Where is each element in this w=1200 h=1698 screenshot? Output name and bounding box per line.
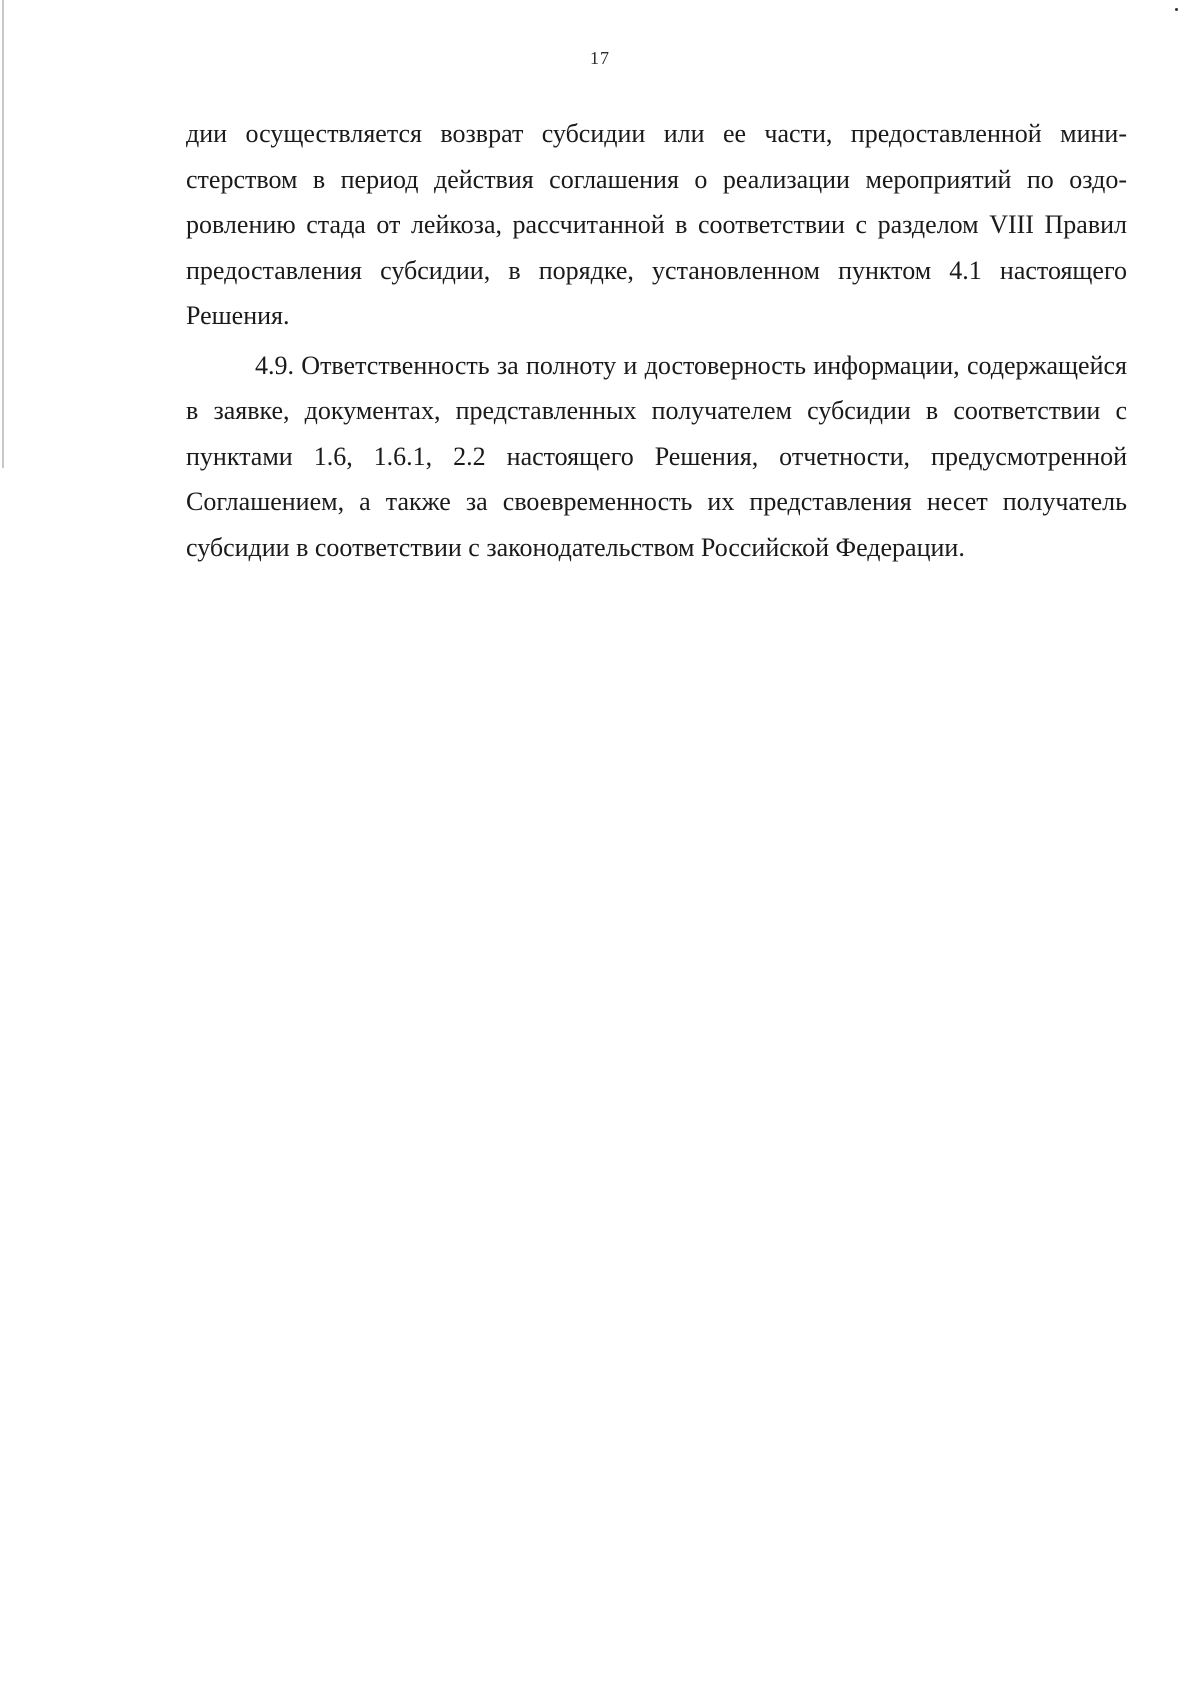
scan-edge-line [2, 0, 4, 468]
document-body [186, 111, 1127, 570]
paragraph-continuation: дии осуществляется возврат субсидии или ее части, предоставленной министерством в период действия соглашения о реализации мероприятий по оздоровлению стада от лейкоза, рассчитанной в соответствии с разделом VIII Правил предоставления субсидии, в порядке, установленном пунктом 4.1 настоящего Решения. [186, 119, 1127, 330]
paragraph-clause-4-9: 4.9. Ответственность за полноту и достоверность информации, содержащейся в заявке, документах, представленных получателем субсидии в соответствии с пунктами 1.6, 1.6.1, 2.2 настоящего Решения, отчетности, предусмотренной Соглашением, а также за своевременность их представления несет получатель субсидии в соответствии с законодательством Российской Федерации. [186, 350, 1127, 562]
page-number: 17 [590, 48, 610, 68]
scan-speck [1175, 8, 1178, 11]
